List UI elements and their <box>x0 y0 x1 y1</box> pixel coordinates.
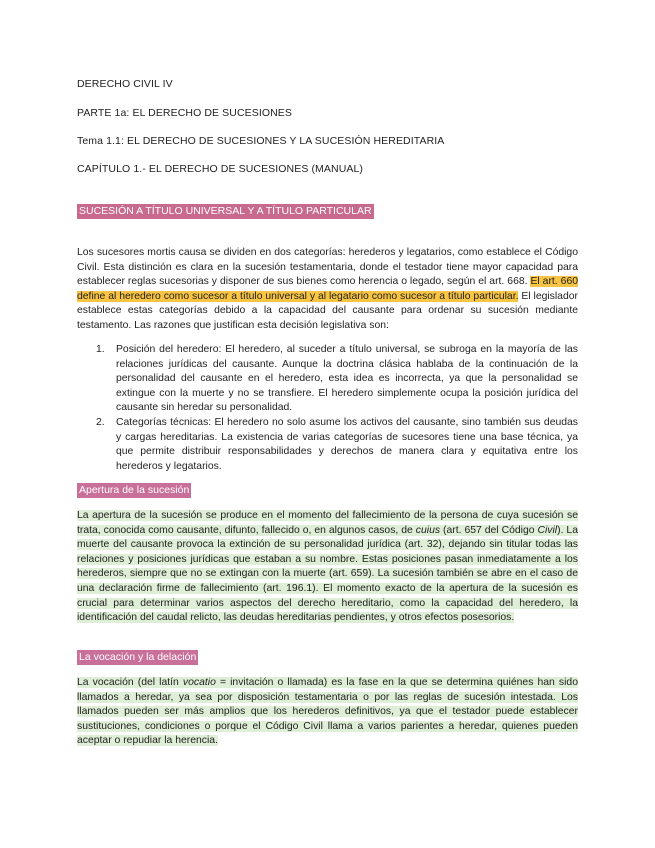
vocacion-text-a: La vocación (del latín <box>77 677 183 688</box>
vocacion-italic: vocatio <box>182 677 216 688</box>
topic-title: Tema 1.1: EL DERECHO DE SUCESIONES Y LA SUCESIÓN HEREDITARIA <box>77 135 445 147</box>
section1-intro <box>77 246 578 334</box>
list-text: Posición del heredero: El heredero, al suceder a título universal, se subroga en la mayoría de las relaciones jurídicas del causante. Aunque la doctrina clásica hablaba de la continuación de la personalidad del causante en el heredero, esta idea es incorrecta, ya que la personalidad se extingue con la muerte y no se transfiere. El heredero simplemente ocupa la posición jurídica del causante sin heredar su personalidad. <box>116 344 578 414</box>
list-text: Categorías técnicas: El heredero no solo asume los activos del causante, sino también sus deudas y cargas hereditarias. La existencia de varias categorías de sucesores tiene una base técnica, ya que permite distribuir responsabilidades y derechos de manera clara y equitativa entre los herederos y legatarios. <box>116 416 578 472</box>
course-title: DERECHO CIVIL IV <box>77 78 173 90</box>
reasons-list <box>96 343 578 474</box>
intro-highlight: El art. 660 define al heredero como sucesor a título universal y al legatario como sucesor a título particular. <box>77 276 578 302</box>
section3-text <box>77 676 578 749</box>
section-heading-apertura: Apertura de la sucesión <box>79 484 190 496</box>
section-heading-vocacion: La vocación y la delación <box>79 651 197 663</box>
apertura-text-b: (art. 657 del Código <box>440 524 538 536</box>
list-item <box>96 416 578 474</box>
apertura-text-a: La apertura de la sucesión se produce en el momento del fallecimiento de la persona de cuya sucesión se trata, conocida como causante, difunto, fallecido o, en algunos casos, de <box>77 510 578 536</box>
apertura-italic-civil: Civil <box>537 524 558 536</box>
intro-text-a: Los sucesores mortis causa se dividen en dos categorías: herederos y legatarios, como establece el Código Civil. Esta distinción es clara en la sucesión testamentaria, donde el testador tiene mayor capacidad para establecer reglas sucesorias y disponer de sus bienes como herencia o legado, según el art. 668. <box>77 247 578 288</box>
chapter-title: CAPÍTULO 1.- EL DERECHO DE SUCESIONES (MANUAL) <box>77 163 364 175</box>
list-item <box>96 343 578 416</box>
vocacion-text-b: = invitación o llamada) es la fase en la que se determina quiénes han sido llamados a heredar, ya sea por disposición testamentaria o por las reglas de sucesión intestada. Los llamados pueden ser más amplios que los herederos definitivos, ya que el testador puede establecer sustituciones, condiciones o porque el Código Civil llama a varios parientes a heredar, quienes pueden aceptar o repudiar la herencia. <box>77 677 578 747</box>
apertura-italic-cuius: cuius <box>415 524 441 536</box>
intro-text-b: El legislador establece estas categorías debido a la capacidad del causante para ordenar su sucesión mediante testamento. Las razones que justifican esta decisión legislativa son: <box>77 290 578 331</box>
section-heading-sucesion: SUCESIÓN A TÍTULO UNIVERSAL Y A TÍTULO PARTICULAR <box>79 205 372 217</box>
section2-text <box>77 509 578 626</box>
list-number: 1. <box>96 344 105 355</box>
list-number: 2. <box>96 416 105 428</box>
apertura-text-c: ). La muerte del causante provoca la extinción de su personalidad jurídica (art. 32), dejando sin titular todas las relaciones y posiciones jurídicas que estaban a su nombre. Estas posiciones pasan inmediatamente a los herederos, siempre que no se extingan con la muerte (art. 659). La sucesión también se abre en el caso de una declaración firme de fallecimiento (art. 196.1). El momento exacto de la apertura de la sucesión es crucial para determinar varios aspectos del derecho hereditario, como la capacidad del heredero, la identificación del caudal relicto, las deudas hereditarias pendientes, y otros efectos posesorios. <box>77 524 578 624</box>
part-title: PARTE 1a: EL DERECHO DE SUCESIONES <box>77 107 293 119</box>
